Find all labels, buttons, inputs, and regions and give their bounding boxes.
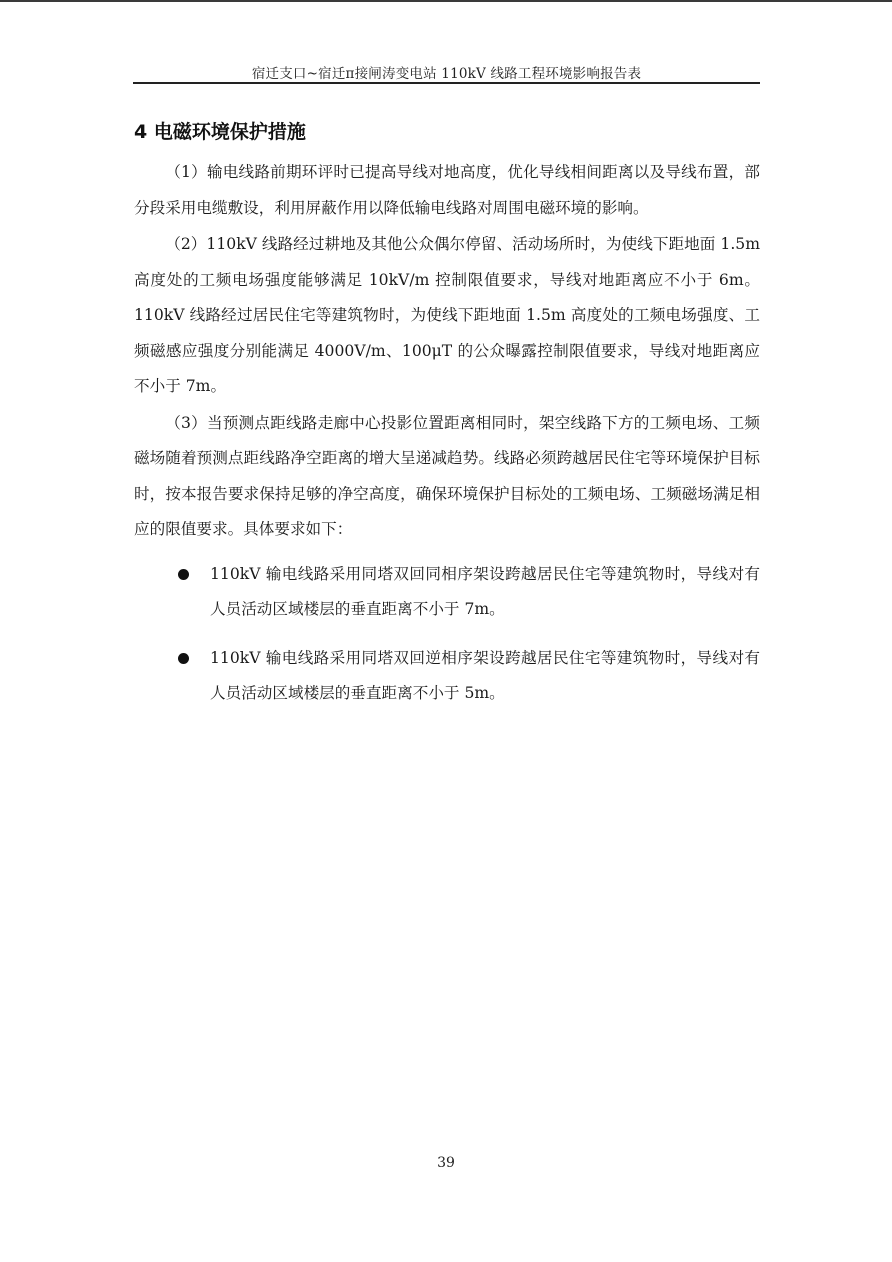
bullet-text: 110kV 输电线路采用同塔双回逆相序架设跨越居民住宅等建筑物时，导线对有人员活动区域楼层的垂直距离不小于 5m。	[210, 648, 760, 702]
bullet-dot-icon	[178, 653, 189, 664]
body-content	[134, 155, 760, 725]
section-title: 4 电磁环境保护措施	[134, 121, 306, 143]
header-rule	[133, 82, 760, 84]
paragraph-2: （2）110kV 线路经过耕地及其他公众偶尔停留、活动场所时，为使线下距地面 1.5m 高度处的工频电场强度能够满足 10kV/m 控制限值要求，导线对地距离应不小于 6m。110kV 线路经过居民住宅等建筑物时，为使线下距地面 1.5m 高度处的工频电场强度、工频磁感应强度分别能满足 4000V/m、100μT 的公众曝露控制限值要求，导线对地距离应不小于 7m。	[134, 235, 760, 395]
bullet-item	[134, 641, 760, 712]
paragraph-3: （3）当预测点距线路走廊中心投影位置距离相同时，架空线路下方的工频电场、工频磁场随着预测点距线路净空距离的增大呈递减趋势。线路必须跨越居民住宅等环境保护目标时，按本报告要求保持足够的净空高度，确保环境保护目标处的工频电场、工频磁场满足相应的限值要求。具体要求如下：	[134, 413, 760, 538]
bullet-dot-icon	[178, 569, 189, 580]
top-border	[0, 0, 892, 2]
page-header: 宿迁支口~宿迁π接闸涛变电站 110kV 线路工程环境影响报告表	[251, 66, 642, 82]
bullet-text: 110kV 输电线路采用同塔双回同相序架设跨越居民住宅等建筑物时，导线对有人员活动区域楼层的垂直距离不小于 7m。	[210, 564, 760, 618]
bullet-list	[134, 557, 760, 712]
bullet-item	[134, 557, 760, 628]
paragraph-1: （1）输电线路前期环评时已提高导线对地高度，优化导线相间距离以及导线布置，部分段采用电缆敷设，利用屏蔽作用以降低输电线路对周围电磁环境的影响。	[134, 163, 760, 217]
page-number: 39	[437, 1155, 455, 1171]
